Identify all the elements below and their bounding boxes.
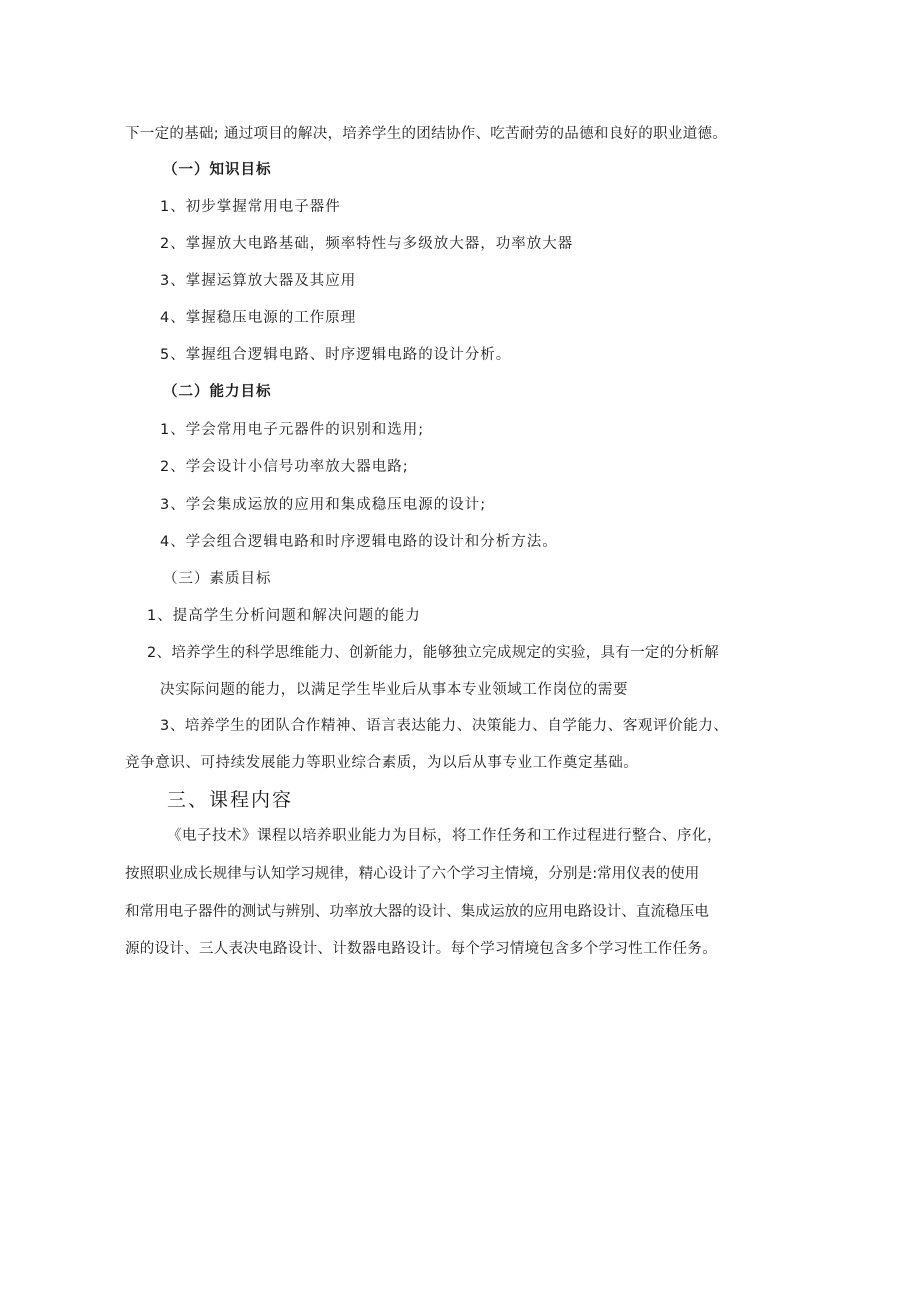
quality-item-line: 竞争意识、可持续发展能力等职业综合素质，为以后从事专业工作奠定基础。 (125, 755, 639, 771)
knowledge-item: 4、掌握稳压电源的工作原理 (160, 310, 357, 326)
quality-heading: （三）素质目标 (163, 571, 272, 587)
intro-line: 下一定的基础; 通过项目的解决，培养学生的团结协作、吃苦耐劳的品德和良好的职业道德。 (125, 126, 728, 142)
quality-item-line: 3、培养学生的团队合作精神、语言表达能力、决策能力、自学能力、客观评价能力、 (160, 718, 729, 734)
knowledge-item: 3、掌握运算放大器及其应用 (160, 273, 357, 289)
quality-item-line: 2、培养学生的科学思维能力、创新能力，能够独立完成规定的实验，具有一定的分析解 (147, 645, 719, 661)
knowledge-item: 1、初步掌握常用电子器件 (160, 199, 341, 215)
ability-item: 4、学会组合逻辑电路和时序逻辑电路的设计和分析方法。 (160, 534, 558, 550)
quality-item-line: 决实际问题的能力，以满足学生毕业后从事本专业领域工作岗位的需要 (160, 682, 629, 698)
knowledge-heading: （一）知识目标 (163, 162, 272, 178)
course-heading: 三、课程内容 (167, 789, 294, 811)
course-paragraph-line: 《电子技术》课程以培养职业能力为目标，将工作任务和工作过程进行整合、序化， (167, 828, 722, 844)
course-paragraph-line: 源的设计、三人表决电路设计、计数器电路设计。每个学习情境包含多个学习性工作任务。 (125, 941, 717, 957)
ability-item: 1、学会常用电子元器件的识别和选用; (160, 422, 425, 438)
ability-heading: （二）能力目标 (163, 384, 272, 400)
course-paragraph-line: 按照职业成长规律与认知学习规律，精心设计了六个学习主情境，分别是:常用仪表的使用 (125, 866, 700, 882)
ability-item: 2、学会设计小信号功率放大器电路; (160, 459, 409, 475)
course-paragraph-line: 和常用电子器件的测试与辨别、功率放大器的设计、集成运放的应用电路设计、直流稳压电 (125, 904, 709, 920)
knowledge-item: 5、掌握组合逻辑电路、时序逻辑电路的设计分析。 (160, 347, 512, 363)
knowledge-item: 2、掌握放大电路基础，频率特性与多级放大器，功率放大器 (160, 236, 574, 252)
quality-item: 1、提高学生分析问题和解决问题的能力 (147, 608, 421, 624)
ability-item: 3、学会集成运放的应用和集成稳压电源的设计; (160, 497, 487, 513)
